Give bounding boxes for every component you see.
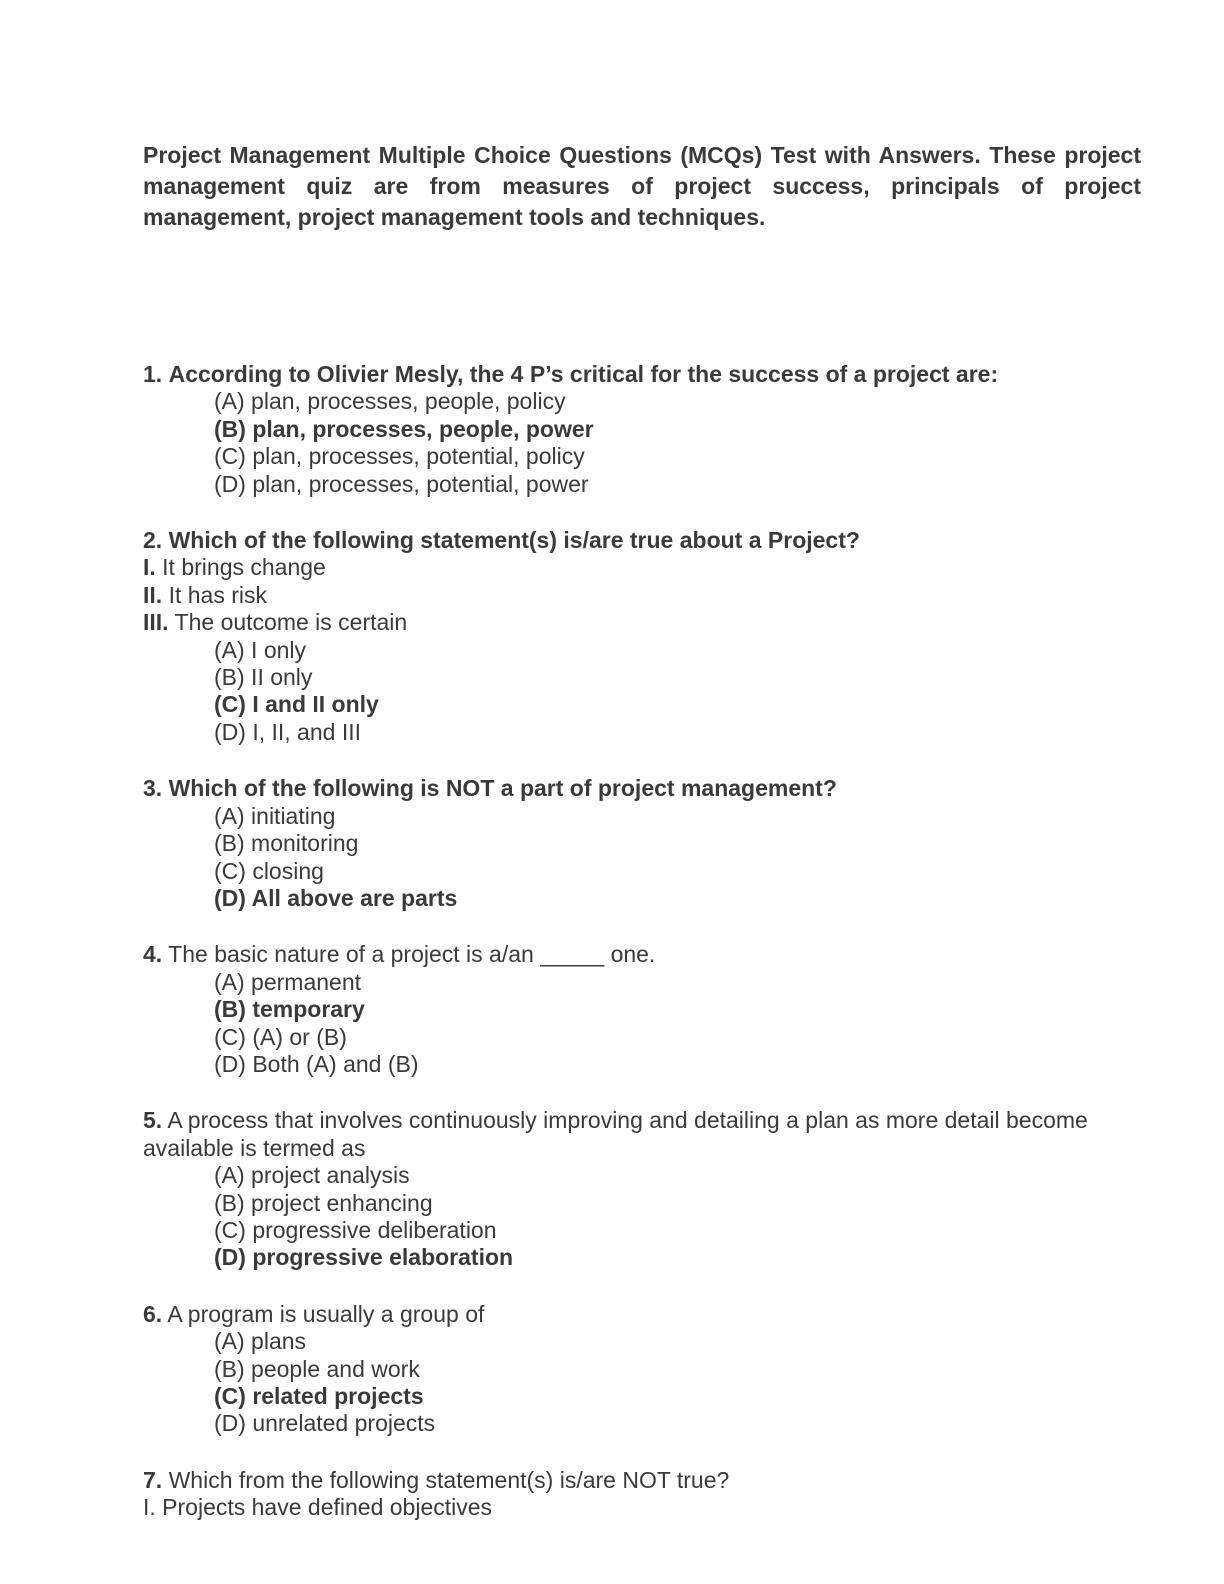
intro-paragraph: Project Management Multiple Choice Questions (MCQs) Test with Answers. These project management quiz are from measures of project success, principals of project management, project management tools and techniques. bbox=[143, 142, 1141, 230]
question-text: Which from the following statement(s) is/are NOT true? bbox=[168, 1466, 730, 1493]
question-text: A process that involves continuously improving and detailing a plan as more detail become available is termed as bbox=[143, 1107, 1088, 1161]
question-block bbox=[143, 361, 1141, 498]
question-block bbox=[143, 527, 1141, 746]
statement-line: I. Projects have defined objectives bbox=[143, 1494, 493, 1521]
statement-line bbox=[143, 582, 1141, 609]
answer-option: (B) people and work bbox=[214, 1355, 420, 1382]
answer-option: (B) monitoring bbox=[214, 830, 359, 857]
statement-number: III. bbox=[143, 609, 169, 636]
question-block bbox=[143, 941, 1141, 1078]
answer-option: (B) project enhancing bbox=[214, 1189, 433, 1216]
question-block bbox=[143, 1107, 1141, 1271]
answer-option: (C) plan, processes, potential, policy bbox=[214, 443, 585, 470]
question-number: 1. bbox=[143, 361, 163, 387]
answer-option: (A) initiating bbox=[214, 802, 336, 829]
question-stem bbox=[143, 775, 1141, 802]
question-stem bbox=[143, 1107, 1141, 1162]
answer-option: (C) progressive deliberation bbox=[214, 1216, 497, 1243]
question-stem bbox=[143, 527, 1141, 554]
answer-option-correct: (C) related projects bbox=[214, 1383, 424, 1409]
statement-line bbox=[143, 554, 1141, 581]
answer-option: (A) plans bbox=[214, 1328, 307, 1355]
statement-number: I. bbox=[143, 554, 156, 581]
answer-option: (B) II only bbox=[214, 664, 313, 691]
statement-number: II. bbox=[143, 581, 163, 608]
question-text: According to Olivier Mesly, the 4 P’s critical for the success of a project are: bbox=[168, 361, 999, 387]
question-list bbox=[143, 361, 1141, 1522]
answer-option-correct: (C) I and II only bbox=[214, 691, 379, 718]
answer-option: (A) project analysis bbox=[214, 1162, 410, 1189]
answer-option-correct: (D) progressive elaboration bbox=[214, 1244, 514, 1271]
question-number: 7. bbox=[143, 1466, 163, 1493]
question-stem bbox=[143, 1301, 1141, 1328]
answer-option: (C) (A) or (B) bbox=[214, 1023, 347, 1050]
question-stem bbox=[143, 941, 1141, 968]
question-number: 3. bbox=[143, 775, 163, 802]
question-stem bbox=[143, 1467, 1141, 1494]
answer-option: (A) I only bbox=[214, 636, 307, 663]
question-text: Which of the following statement(s) is/are true about a Project? bbox=[168, 527, 860, 554]
answer-option-correct: (B) temporary bbox=[214, 996, 365, 1023]
answer-option-correct: (D) All above are parts bbox=[214, 884, 458, 911]
statement-line bbox=[143, 609, 1141, 636]
answer-option: (D) plan, processes, potential, power bbox=[214, 470, 589, 497]
answer-option: (D) Both (A) and (B) bbox=[214, 1050, 419, 1077]
statement-text: It brings change bbox=[162, 554, 326, 581]
question-number: 6. bbox=[143, 1300, 163, 1327]
question-block bbox=[143, 1467, 1141, 1522]
answer-option: (C) closing bbox=[214, 857, 324, 884]
question-block bbox=[143, 1301, 1141, 1438]
answer-option: (D) I, II, and III bbox=[214, 718, 361, 745]
question-number: 4. bbox=[143, 941, 163, 968]
question-number: 5. bbox=[143, 1107, 163, 1134]
question-stem bbox=[143, 361, 1141, 388]
question-text: Which of the following is NOT a part of project management? bbox=[168, 775, 837, 802]
question-text: The basic nature of a project is a/an _____ one. bbox=[168, 941, 656, 968]
question-number: 2. bbox=[143, 527, 163, 554]
answer-option: (A) plan, processes, people, policy bbox=[214, 388, 566, 415]
statement-text: It has risk bbox=[168, 581, 267, 608]
question-block bbox=[143, 775, 1141, 912]
answer-option: (D) unrelated projects bbox=[214, 1410, 436, 1437]
document-page bbox=[143, 140, 1141, 1551]
answer-option: (A) permanent bbox=[214, 968, 362, 995]
question-text: A program is usually a group of bbox=[167, 1300, 485, 1327]
statement-text: The outcome is certain bbox=[174, 609, 408, 636]
answer-option-correct: (B) plan, processes, people, power bbox=[214, 415, 594, 442]
